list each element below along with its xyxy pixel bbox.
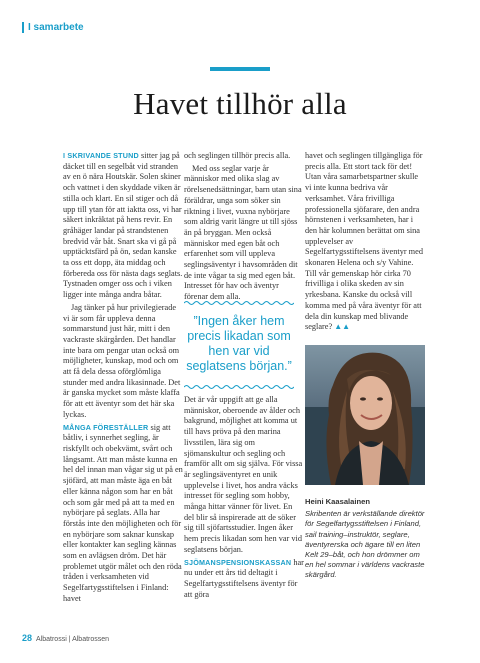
paragraph: Jag tänker på hur privilegierade vi är som får uppleva denna sommarstund just här, mitt i den vackraste skärgården. Det handlar inte bara om pengar utan också om möjligheter, kunskap, mod och om att få dela dessa oförglömliga stunder med andra likasinnade. Det är ganska mycket som måste klaffa för att ett äventyr som det här ska lyckas. bbox=[63, 302, 181, 419]
pull-quote-text: ”Ingen åker hem precis likadan som hen var vid seglatsens början.” bbox=[186, 314, 292, 373]
end-mark-icon: ▲▲ bbox=[334, 322, 351, 332]
paragraph-text: har nu under ett års tid deltagit i Segelfartygsstiftelsens äventyr för att göra bbox=[184, 557, 304, 599]
paragraph bbox=[184, 558, 304, 601]
author-portrait-photo bbox=[305, 345, 425, 485]
paragraph-text: havet och seglingen tillgängliga för precis alla. Ett stort tack för det! Utan våra samarbetspartner skulle vi inte kunna bedriva vår verksamhet. Våra frivilliga professionella sjöfarare, den andra hörnstenen i verksamheten, har i den här kolumnen berättat om sina upplevelser av Segelfartygsstiftelsens äventyr med skonaren Helena och s/y Vahine. Till vår gemenskap hör cirka 70 frivilliga i olika skeden av sin yrkesbana. Kanske du också vill komma med på våra äventyr för att dela din kunskap med blivande seglare? bbox=[305, 151, 423, 332]
article-headline: Havet tillhör alla bbox=[133, 86, 347, 121]
paragraph: Med oss seglar varje år människor med olika slag av rörelsenedsättningar, barn utan sina föräldrar, unga som söker sin riktning i livet, vuxna nybörjare som aldrig varit längre ut till sjöss än på bryggan. Men också människor med egen båt och erfarenhet som vill uppleva seglingsäventyr i havsområden dit de inte vågar ta sig med egen båt. Intresset för hav och äventyr förenar dem alla. bbox=[184, 163, 302, 302]
article-column-3 bbox=[305, 151, 425, 335]
paragraph bbox=[63, 151, 183, 301]
paragraph bbox=[63, 423, 183, 605]
publication-name: Albatrossi | Albatrossen bbox=[36, 636, 110, 643]
caption-text: Skribenten är verkställande direktör för Segelfartygsstiftelsen i Finland, sail training–instruktör, seglare, äventyrerska och ägare till en liten Kelt 29–båt, och hon drömmer om en hel sommar i världens vackraste skärgård. bbox=[305, 509, 425, 580]
page-number: 28 bbox=[22, 633, 33, 643]
paragraph bbox=[305, 151, 425, 333]
wave-divider-bottom bbox=[184, 384, 294, 390]
paragraph-text: sitter jag på däcket till en segelbåt vid stranden av en ö nära Houtskär. Solen skiner och vattnet i den skyddade viken är stilla och klart. En sil stiger och då upp till ytan för att iaktta oss, vi har säkert inkräktat på hens revir. En gråhäger landar på strandstenen bredvid vår båt. Snart ska vi gå på upptäcktsfärd på ön, sedan kanske ta oss ett dopp, äta middag och förbereda oss för nästa dags seglats. Tystnaden omger oss och i viken ligger inte många andra båtar. bbox=[63, 151, 183, 300]
portrait-illustration bbox=[305, 345, 425, 485]
photo-caption bbox=[305, 497, 425, 581]
paragraph-text: sig att båtliv, i synnerhet segling, är riskfyllt och obekvämt, svårt och långsamt. Att man måste kunna en hel del innan man vågar sig ut på en sjöfärd, att man måste äga en båt eller känna någon som har en båt och som går med på att ta med en nybörjare på seglats. Alla har förstås inte den möjligheten och för en nybörjare som saknar kunskap eller kontakter kan segling kännas som en avlägsen dröm. Det här problemet utgör målet och den röda tråden i verksamheten vid Segelfartygsstiftelsen i Finland: havet bbox=[63, 422, 183, 603]
article-column-2-continued bbox=[184, 395, 304, 602]
caption-name: Heini Kaasalainen bbox=[305, 497, 370, 506]
paragraph: Det är vår uppgift att ge alla människor, oberoende av ålder och bakgrund, möjlighet att komma ut till havs pröva på den marina livsstilen, lära sig om sjömanskultur och segling och framför allt om sig själva. För vissa är seglingsäventyret en unik upplevelse i livet, hos andra väcks intresset för segling som hobby, många hittar vänner för livet. En del blir så inspirerade att de söker sig till sjöfartsstudier. Ingen åker hem precis likadan som hen var vid seglatsens början. bbox=[184, 395, 303, 554]
article-column-1 bbox=[63, 151, 183, 607]
section-tag: I samarbete bbox=[22, 22, 84, 33]
subhead: MÅNGA FÖRESTÄLLER bbox=[63, 422, 149, 432]
wave-divider-top bbox=[184, 300, 294, 306]
lead-in: I SKRIVANDE STUND bbox=[63, 151, 139, 160]
page-footer bbox=[22, 633, 109, 643]
pull-quote bbox=[184, 300, 294, 390]
headline-accent-rule bbox=[210, 67, 270, 71]
subhead: SJÖMANSPENSIONSKASSAN bbox=[184, 557, 292, 567]
article-column-2 bbox=[184, 151, 304, 305]
paragraph: och seglingen tillhör precis alla. bbox=[184, 151, 291, 160]
